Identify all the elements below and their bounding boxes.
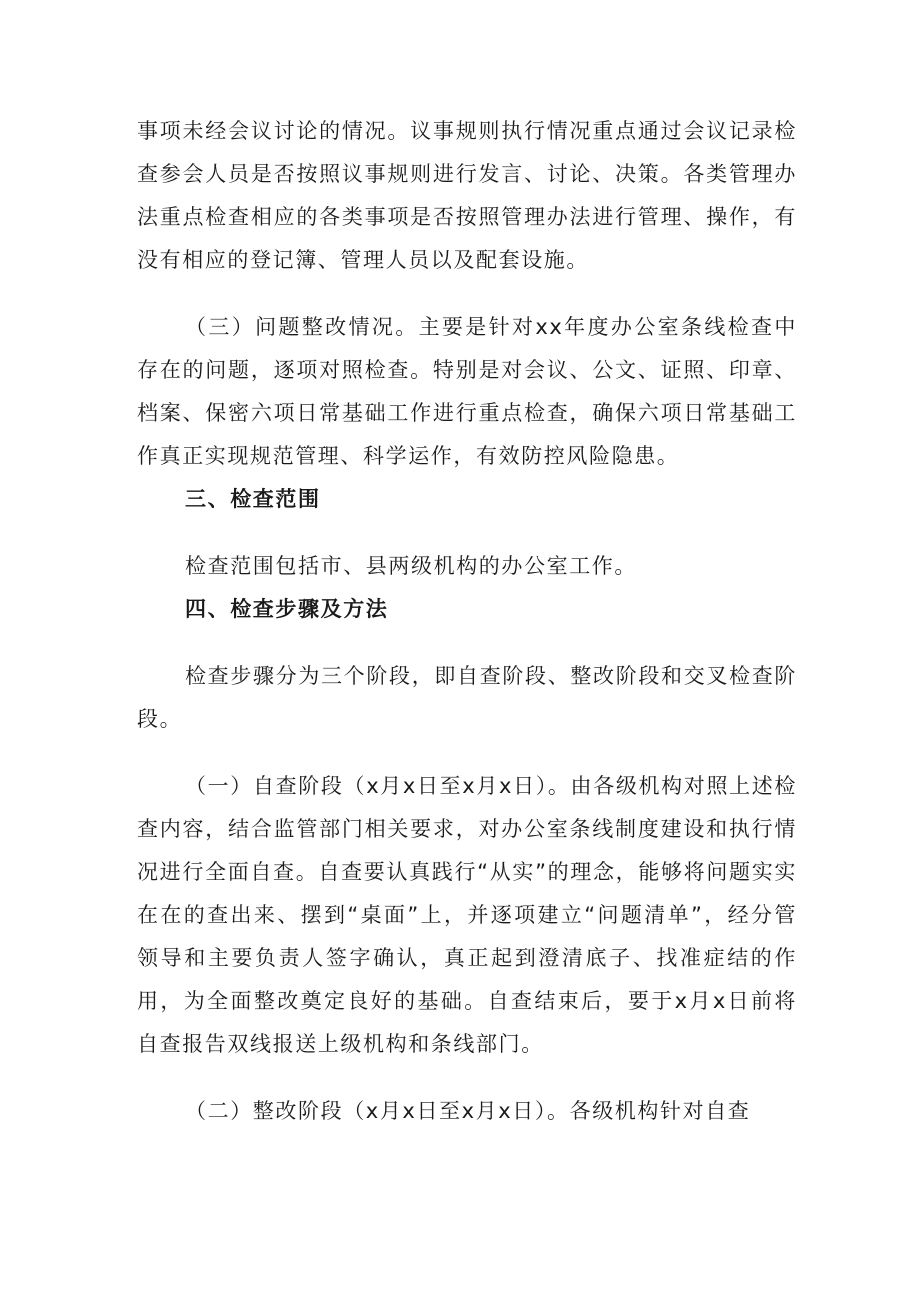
paragraph-inspection-scope: 检查范围包括市、县两级机构的办公室工作。 bbox=[185, 554, 637, 578]
paragraph-self-check-stage: （一）自查阶段（x月x日至x月x日）。由各级机构对照上述检查内容，结合监管部门相关要求，对办公室条线制度建设和执行情况进行全面自查。自查要认真践行“从实”的理念，能够将问题实实在在的查出来、摆到“桌面”上，并逐项建立“问题清单”，经分管领导和主要负责人签字确认，真正起到澄清底子、找准症结的作用，为全面整改奠定良好的基础。自查结束后，要于x月x日前将自查报告双线报送上级机构和条线部门。 bbox=[137, 774, 797, 1056]
document-body bbox=[137, 110, 797, 1133]
heading-inspection-scope: 三、检查范围 bbox=[185, 487, 321, 511]
paragraph-meeting-rules: 事项未经会议讨论的情况。议事规则执行情况重点通过会议记录检查参会人员是否按照议事规则进行发言、讨论、决策。各类管理办法重点检查相应的各类事项是否按照管理办法进行管理、操作，有没有相应的登记簿、管理人员以及配套设施。 bbox=[137, 119, 797, 272]
paragraph-rectification-stage: （二）整改阶段（x月x日至x月x日）。各级机构针对自查 bbox=[185, 1099, 751, 1123]
paragraph-rectification-status: （三）问题整改情况。主要是针对xx年度办公室条线检查中存在的问题，逐项对照检查。特别是对会议、公文、证照、印章、档案、保密六项日常基础工作进行重点检查，确保六项日常基础工作真正实现规范管理、科学运作，有效防控风险隐患。 bbox=[137, 315, 797, 468]
heading-inspection-steps: 四、检查步骤及方法 bbox=[185, 597, 389, 621]
paragraph-steps-overview: 检查步骤分为三个阶段，即自查阶段、整改阶段和交叉检查阶段。 bbox=[137, 664, 797, 731]
